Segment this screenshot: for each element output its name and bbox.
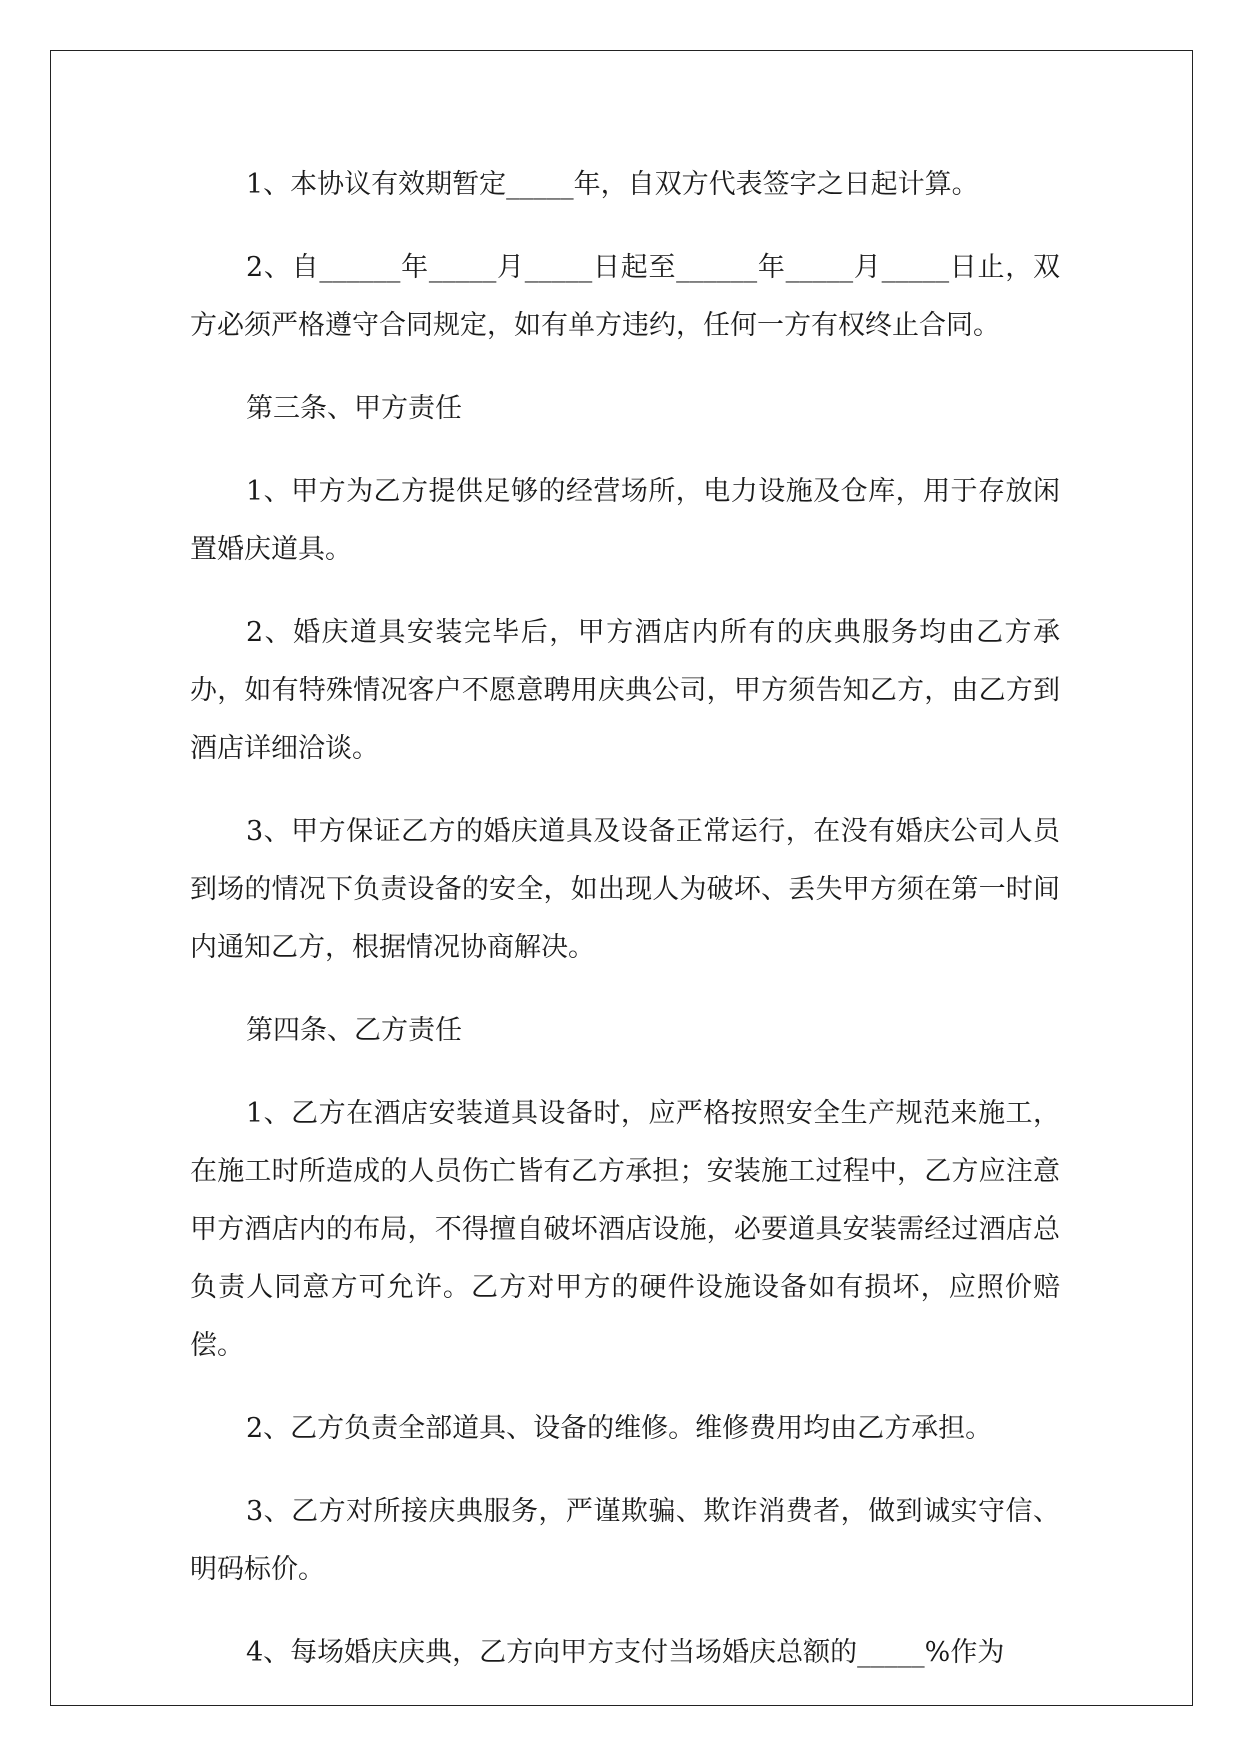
clause-validity-period: 1、本协议有效期暂定_____年，自双方代表签字之日起计算。 (246, 169, 979, 200)
section-heading-party-b: 第四条、乙方责任 (246, 1015, 462, 1046)
party-b-duty-4: 4、每场婚庆庆典，乙方向甲方支付当场婚庆总额的_____%作为 (246, 1637, 1005, 1668)
clause-contract-term: 2、自______年_____月_____日起至______年_____月_____日止，双方必须严格遵守合同规定，如有单方违约，任何一方有权终止合同。 (190, 252, 1060, 341)
document-body (190, 156, 1060, 1707)
party-b-duty-3: 3、乙方对所接庆典服务，严谨欺骗、欺诈消费者，做到诚实守信、明码标价。 (190, 1496, 1060, 1585)
party-a-duty-1: 1、甲方为乙方提供足够的经营场所，电力设施及仓库，用于存放闲置婚庆道具。 (190, 476, 1060, 565)
party-a-duty-2: 2、婚庆道具安装完毕后，甲方酒店内所有的庆典服务均由乙方承办，如有特殊情况客户不愿意聘用庆典公司，甲方须告知乙方，由乙方到酒店详细洽谈。 (190, 617, 1060, 764)
party-b-duty-2: 2、乙方负责全部道具、设备的维修。维修费用均由乙方承担。 (246, 1413, 993, 1444)
section-heading-party-a: 第三条、甲方责任 (246, 393, 462, 424)
party-b-duty-1: 1、乙方在酒店安装道具设备时，应严格按照安全生产规范来施工，在施工时所造成的人员伤亡皆有乙方承担；安装施工过程中，乙方应注意甲方酒店内的布局，不得擅自破坏酒店设施，必要道具安装需经过酒店总负责人同意方可允许。乙方对甲方的硬件设施设备如有损坏，应照价赔偿。 (190, 1098, 1060, 1361)
party-a-duty-3: 3、甲方保证乙方的婚庆道具及设备正常运行，在没有婚庆公司人员到场的情况下负责设备的安全，如出现人为破坏、丢失甲方须在第一时间内通知乙方，根据情况协商解决。 (190, 816, 1060, 963)
